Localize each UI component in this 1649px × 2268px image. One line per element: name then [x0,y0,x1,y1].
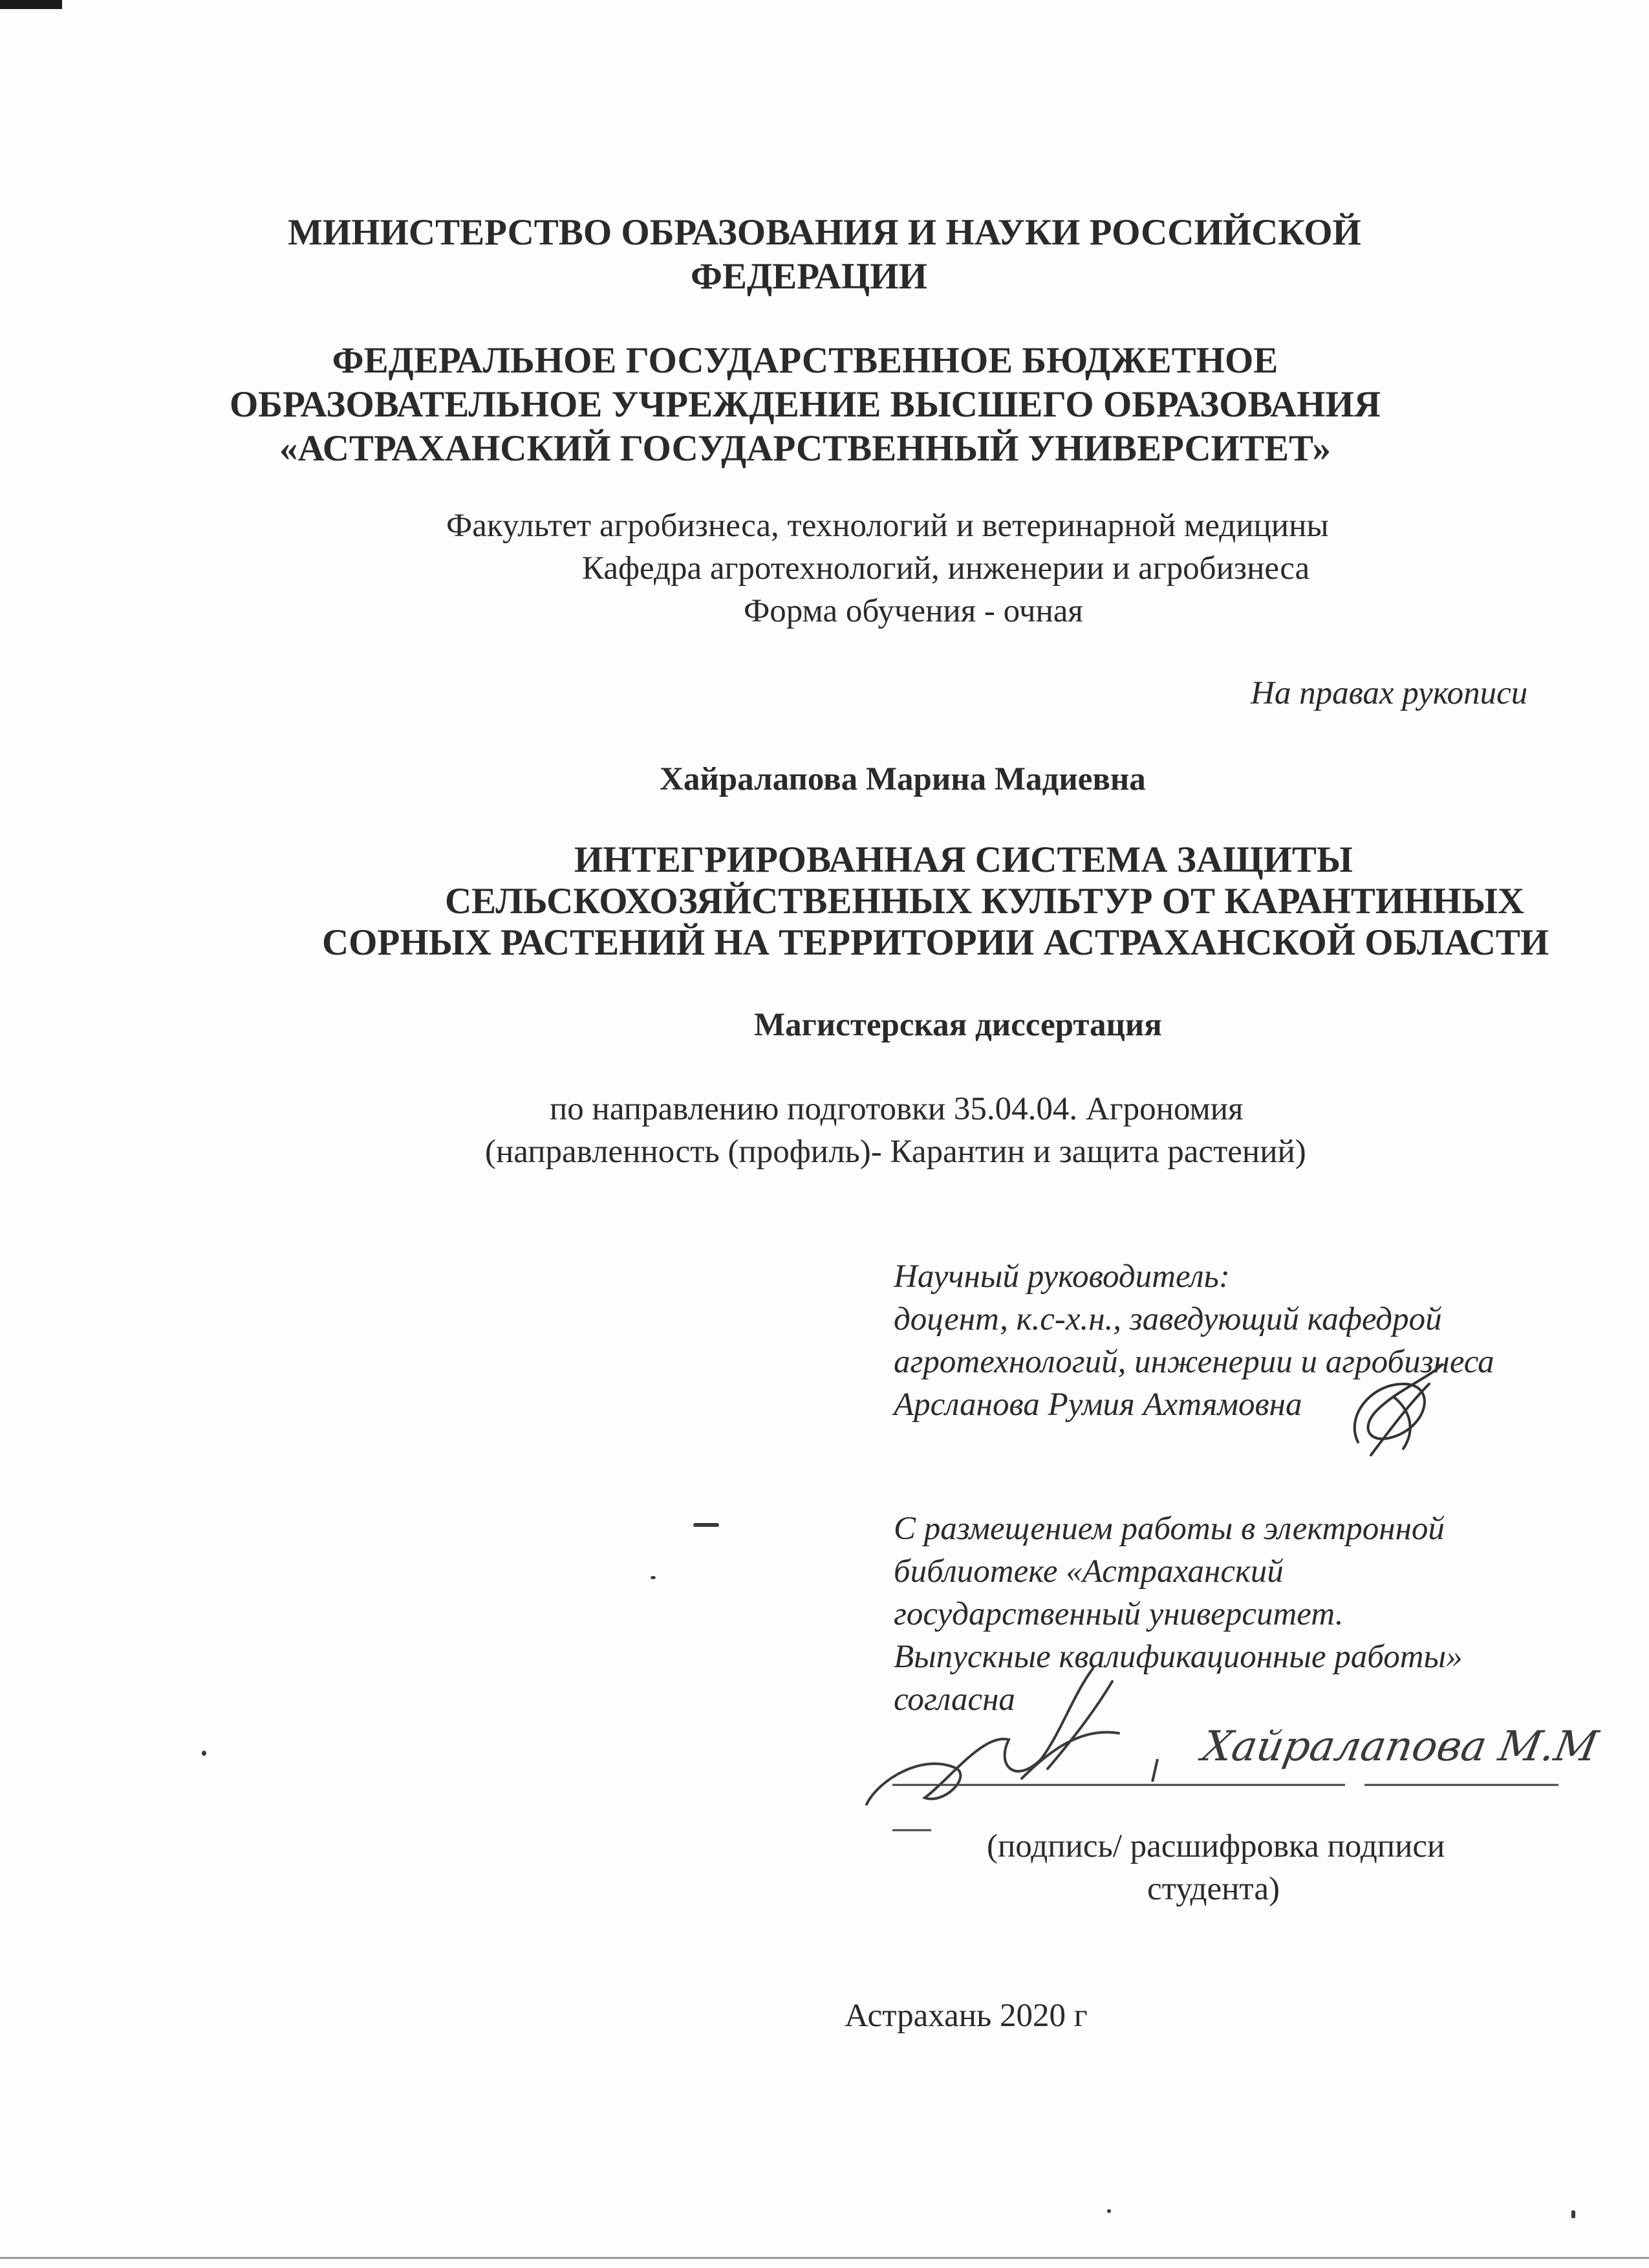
supervisor-line-1: доцент, к.с-х.н., заведующий кафедрой [894,1301,1442,1337]
supervisor-heading: Научный руководитель: [894,1258,1230,1295]
scan-speck [1107,2209,1111,2213]
consent-line-4: Выпускные квалификационные работы» [894,1639,1463,1675]
institution-line-1: ФЕДЕРАЛЬНОЕ ГОСУДАРСТВЕННОЕ БЮДЖЕТНОЕ [332,340,1278,381]
scan-speck [651,1576,656,1579]
supervisor-signature [1332,1358,1455,1462]
consent-line-2: библиотеке «Астраханский [894,1553,1284,1590]
supervisor-line-2: агротехнологий, инженерии и агробизнеса [894,1344,1494,1380]
thesis-title-line-3: СОРНЫХ РАСТЕНИЙ НА ТЕРРИТОРИИ АСТРАХАНСКОЙ ОБЛАСТИ [322,922,1549,963]
institution-line-2: ОБРАЗОВАТЕЛЬНОЕ УЧРЕЖДЕНИЕ ВЫСШЕГО ОБРАЗОВАНИЯ [229,384,1381,425]
manuscript-note: На правах рукописи [1251,675,1528,711]
direction-line-1: по направлению подготовки 35.04.04. Агрономия [550,1091,1244,1127]
ministry-line-1: МИНИСТЕРСТВО ОБРАЗОВАНИЯ И НАУКИ РОССИЙСКОЙ [288,212,1361,253]
department-line: Кафедра агротехнологий, инженерии и агробизнеса [582,550,1310,587]
direction-line-2: (направленность (профиль)- Карантин и защита растений) [485,1134,1306,1170]
scan-speck [202,1751,206,1756]
institution-line-3: «АСТРАХАНСКИЙ ГОСУДАРСТВЕННЫЙ УНИВЕРСИТЕТ» [279,428,1331,469]
scan-corner-mark [0,0,62,9]
city-year: Астрахань 2020 г [845,1998,1088,2034]
consent-line-3: государственный университет. [894,1596,1344,1632]
supervisor-line-3: Арсланова Румия Ахтямовна [894,1387,1302,1423]
signature-caption-line-2: студента) [1147,1871,1280,1907]
author-name: Хайралапова Марина Мадиевна [660,761,1146,797]
ministry-line-2: ФЕДЕРАЦИИ [691,256,927,297]
study-form-line: Форма обучения - очная [744,593,1083,629]
consent-line-5: согласна [894,1681,1015,1718]
faculty-line: Факультет агробизнеса, технологий и ветеринарной медицины [446,508,1329,544]
thesis-title-line-1: ИНТЕГРИРОВАННАЯ СИСТЕМА ЗАЩИТЫ [574,839,1353,880]
scan-speck [1571,2210,1575,2218]
thesis-title-line-2: СЕЛЬСКОХОЗЯЙСТВЕННЫХ КУЛЬТУР ОТ КАРАНТИННЫХ [445,881,1525,922]
student-handwritten-name: Хайралапова М.М [1198,1723,1602,1771]
consent-line-1: С размещением работы в электронной [894,1511,1445,1547]
work-type: Магистерская диссертация [754,1007,1162,1043]
signature-caption-line-1: (подпись/ расшифровка подписи [987,1828,1445,1864]
bottom-edge-line [0,2257,1649,2259]
scan-speck [693,1523,719,1527]
